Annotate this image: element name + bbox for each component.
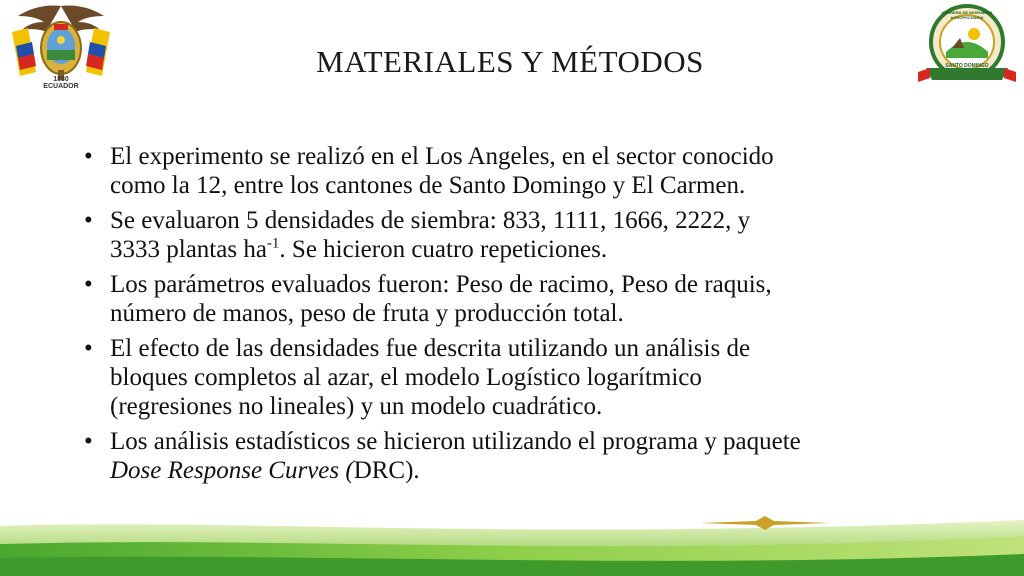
bullet-dot: •: [84, 143, 93, 170]
bullet-line: (regresiones no lineales) y un modelo cuadrático.: [110, 393, 603, 420]
bullet-list: [82, 142, 942, 491]
bullet-line: Los parámetros evaluados fueron: Peso de racimo, Peso de raquis,: [110, 271, 772, 298]
bullet-dot: •: [84, 271, 93, 298]
bullet-dot: •: [84, 335, 93, 362]
bullet-item: [82, 334, 942, 421]
footer-green-wave: [0, 496, 1024, 576]
left-logo-country: ECUADOR: [43, 83, 79, 90]
bullet-text: . Se hicieron cuatro repeticiones.: [279, 236, 608, 263]
bullet-text: 3333 plantas ha: [110, 236, 267, 263]
bullet-item: [82, 142, 942, 200]
bullet-item: [82, 270, 942, 328]
bullet-line: número de manos, peso de fruta y producción total.: [110, 300, 624, 327]
bullet-item: [82, 206, 942, 264]
bullet-item: [82, 427, 942, 485]
bullet-line: El efecto de las densidades fue descrita utilizando un análisis de: [110, 335, 751, 362]
bullet-dot: •: [84, 207, 93, 234]
bullet-line: como la 12, entre los cantones de Santo Domingo y El Carmen.: [110, 172, 746, 199]
bullet-line: Los análisis estadísticos se hicieron utilizando el programa y paquete: [110, 428, 801, 455]
bullet-italic-text: Dose Response Curves (: [110, 457, 354, 484]
gold-ornament-divider: [700, 516, 830, 530]
bullet-line: [110, 456, 942, 485]
page-title: MATERIALES Y MÉTODOS: [316, 44, 704, 79]
bullet-text: DRC).: [353, 457, 420, 484]
bullet-line: [110, 235, 942, 264]
bullet-line: Se evaluaron 5 densidades de siembra: 833, 1111, 1666, 2222, y: [110, 207, 751, 234]
right-logo-ring-text: CARRERA DE INGENIERÍA AGROPECUARIA: [941, 10, 993, 20]
left-logo-year: 1830: [53, 76, 69, 83]
right-logo-lower-text: SANTO DOMINGO: [945, 63, 989, 69]
bullet-dot: •: [84, 428, 93, 455]
bullet-line: bloques completos al azar, el modelo Logístico logarítmico: [110, 364, 702, 391]
bullet-line: El experimento se realizó en el Los Angeles, en el sector conocido: [110, 143, 774, 170]
superscript: -1: [266, 235, 280, 252]
left-logo-caption: [36, 76, 86, 90]
right-logo-ribbon-text: ESPE: [956, 82, 978, 91]
